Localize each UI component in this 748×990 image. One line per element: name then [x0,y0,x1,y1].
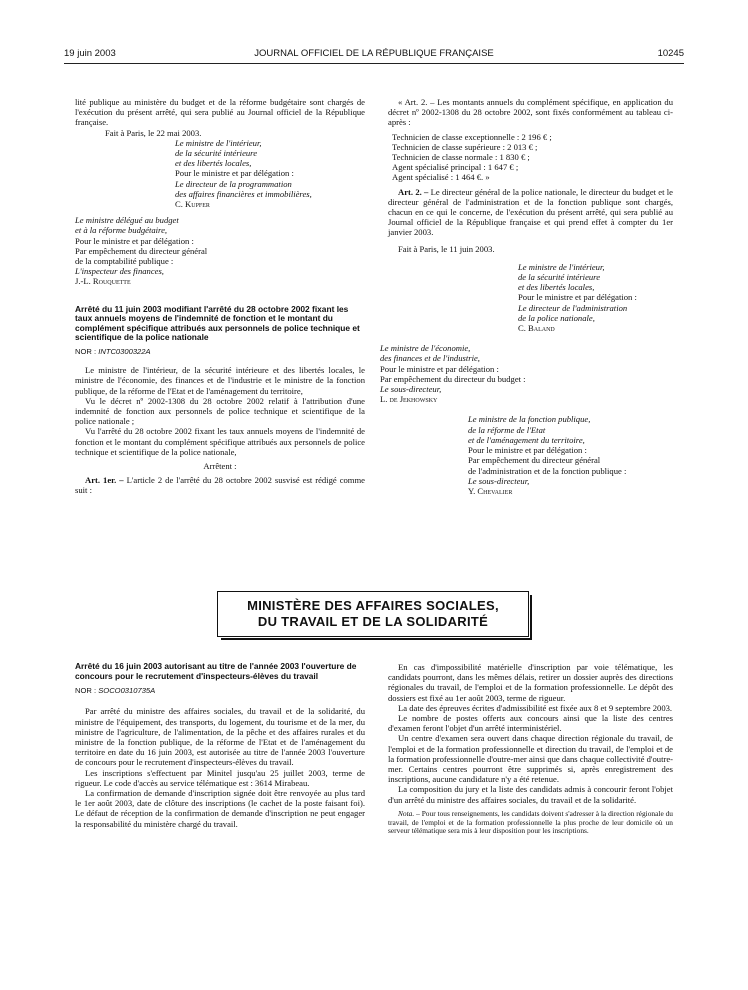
nota-paragraph [388,810,673,836]
signature-line: Le ministre de l'économie, [380,343,471,354]
header-journal-title: JOURNAL OFFICIEL DE LA RÉPUBLIQUE FRANÇAISE [254,48,494,59]
intro-paragraph: lité publique au ministère du budget et de la réforme budgétaire sont chargés de l'exécution du présent arrêté, qui sera publié au Journal officiel de la République française. [75,97,365,128]
signature-line: des affaires financières et immobilières, [175,188,312,199]
signature-line: Le directeur de l'administration [518,302,628,313]
arrete-section [75,305,365,496]
arretent-label: Arrêtent : [203,461,237,472]
arrete-title: Arrêté du 11 juin 2003 modifiant l'arrêté du 28 octobre 2002 fixant les taux annuels moyens de l'indemnité de fonction et le montant du complément spécifique attribués aux personnels de police technique et scientifique de la police nationale [75,303,360,343]
signature-line: de la sécurité intérieure [518,272,601,283]
signature-line: Pour le ministre et par délégation : [175,168,294,179]
article-quote: « Art. 2. – Les montants annuels du complément spécifique, en application du décret nº 2002-1308 du 28 octobre 2002, sont fixés conformément au tableau ci-après : [388,97,673,128]
signature-line: et des libertés locales, [518,282,595,293]
body-paragraph: La confirmation de demande d'inscription signée doit être renvoyée au plus tard le 1er août 2003, date de clôture des inscriptions (le cachet de la poste faisant foi). Le défaut de réception de la confirmation de demande d'inscription ne peut engager la responsabilité du ministère chargé du travail. [75,788,365,829]
signatory-name: Y. Chevalier [468,485,513,496]
signature-block [380,343,560,404]
fait-date: Fait à Paris, le 22 mai 2003. [105,127,202,138]
body-paragraph: Un centre d'examen sera ouvert dans chaque direction régionale du travail, de l'emploi et de la formation professionnelle et direction du travail, de l'emploi et de la formation professionnelle d'outre-mer ainsi que dans chaque collectivité d'outre-mer. Certains centres pourront être supprimés si, après enregistrement des inscriptions, aucune candidature n'y a été retenue. [388,733,673,785]
ministry-heading-line: DU TRAVAIL ET DE LA SOLIDARITÉ [257,614,489,629]
signature-line: Par empêchement du directeur général [75,245,208,256]
signatory-name: J.-L. Rouquette [75,276,131,287]
signatory-name: C. Kupfer [175,199,210,210]
signature-line: de la comptabilité publique : [75,256,174,267]
nor-label: NOR : [75,686,99,696]
list-item: Technicien de classe supérieure : 2 013 € ; [392,141,538,152]
signature-line: Le ministre délégué au budget [75,215,179,226]
signature-block [518,262,673,333]
signature-line: et des libertés locales, [175,158,252,169]
fait-date: Fait à Paris, le 11 juin 2003. [398,243,495,254]
signature-line: Par empêchement du directeur du budget : [380,373,526,384]
body-paragraph: La composition du jury et la liste des candidats admis à concourir feront l'objet d'un arrêté du ministre des affaires sociales, du travail et de la solidarité. [388,784,673,805]
arrete-title: Arrêté du 16 juin 2003 autorisant au titre de l'année 2003 l'ouverture de concours pour le recrutement d'inspecteurs-élèves du travail [75,661,357,681]
nor-code: INTC0300322A [98,347,151,357]
signature-line: de la sécurité intérieure [175,148,258,159]
ministry-heading-box [217,591,529,637]
signatory-name: L. de Jekhowsky [380,394,438,405]
signature-block [175,138,365,209]
signature-line: et à la réforme budgétaire, [75,225,168,236]
body-paragraph: Les inscriptions s'effectuent par Minitel jusqu'au 25 juillet 2003, terme de rigueur. Le code d'accès au service télématique est : 3614 Mirabeau. [75,767,365,788]
nor-reference [75,347,365,357]
signature-line: de l'administration et de la fonction publique : [468,465,627,476]
ministry-heading-line: MINISTÈRE DES AFFAIRES SOCIALES, [247,598,499,613]
header-page-number: 10245 [657,48,684,59]
article-text: L'article 2 de l'arrêté du 28 octobre 2002 susvisé est rédigé comme suit : [75,475,365,496]
signature-block [468,414,673,496]
signature-line: Le ministre de l'intérieur, [518,261,605,272]
body-paragraph: La date des épreuves écrites d'admissibilité est fixée aux 8 et 9 septembre 2003. [398,702,673,713]
signature-line: Le ministre de la fonction publique, [468,414,591,425]
signature-line: Le sous-directeur, [380,384,442,395]
signatory-name: C. Baland [518,323,555,334]
page-header [64,48,684,62]
signature-line: Le sous-directeur, [468,475,530,486]
top-right-column [380,97,673,496]
list-item: Agent spécialisé : 1 464 €. » [392,172,490,183]
article-paragraph [75,475,365,495]
list-item: Agent spécialisé principal : 1 647 € ; [392,162,519,173]
article-paragraph [388,187,673,238]
signature-line: de la réforme de l'Etat [468,424,546,435]
list-item: Technicien de classe normale : 1 830 € ; [392,152,530,163]
nor-code: SOCO0310735A [98,686,156,696]
list-item: Technicien de classe exceptionnelle : 2 196 € ; [392,131,552,142]
nota-label: Nota. [398,808,415,818]
preamble-paragraph: Vu l'arrêté du 28 octobre 2002 fixant les taux annuels moyens de l'indemnité de fonction et le montant du complément spécifique attribués aux personnels de police technique et scientifique de la police nationale, [75,426,365,457]
signature-line: et de l'aménagement du territoire, [468,434,585,445]
article-text: Le directeur général de la police nationale, le directeur du budget et le directeur général de l'administration et de la fonction publique sont chargés, chacun en ce qui le concerne, de l'exécution du présent arrêté, qui sera publié au Journal officiel de la République française et qui prend effet à compter du 1er janvier 2003. [388,186,673,238]
nor-reference [75,686,365,696]
article-label: Art. 2. – [398,186,429,197]
amount-list [388,132,673,183]
header-date: 19 juin 2003 [64,48,116,59]
signature-line: des finances et de l'industrie, [380,353,480,364]
article-label: Art. 1er. – [85,475,124,486]
signature-block [75,215,240,286]
signature-line: Par empêchement du directeur général [468,455,601,466]
top-left-column [75,97,365,496]
body-paragraph: Par arrêté du ministre des affaires sociales, du travail et de la solidarité, du ministre de l'équipement, des transports, du logement, du tourisme et de la mer, du ministre de l'agriculture, de l'alimentation, de la pêche et des affaires rurales et du ministre de la fonction publique, de la réforme de l'Etat et de l'aménagement du territoire en date du 16 juin 2003, est autorisée au titre de l'année 2003 l'ouverture de concours pour le recrutement d'inspecteurs-élèves du travail. [75,706,365,768]
nor-label: NOR : [75,347,99,357]
bottom-left-column [75,662,365,829]
header-rule [64,63,684,64]
signature-line: L'inspecteur des finances, [75,266,164,277]
signature-line: de la police nationale, [518,312,595,323]
bottom-right-column [388,662,673,836]
signature-line: Pour le ministre et par délégation : [518,292,637,303]
preamble-paragraph: Le ministre de l'intérieur, de la sécurité intérieure et des libertés locales, le ministre de l'économie, des finances et de l'industrie et le ministre de la fonction publique, de la réforme de l'Etat et de l'aménagement du territoire, [75,365,365,396]
signature-line: Pour le ministre et par délégation : [468,445,587,456]
signature-line: Le ministre de l'intérieur, [175,137,262,148]
signature-line: Pour le ministre et par délégation : [380,363,499,374]
preamble-paragraph: Vu le décret nº 2002-1308 du 28 octobre 2002 relatif à l'attribution d'une indemnité de fonction aux personnels de police technique et scientifique de la police nationale ; [75,395,365,427]
nota-text: – Pour tous renseignements, les candidats doivent s'adresser à la direction régionale du travail, de l'emploi et de la formation professionnelle la plus proche de leur domicile où un serveur télématique sera mis à leur disposition pour les inscriptions. [388,808,673,836]
body-paragraph: En cas d'impossibilité matérielle d'inscription par voie télématique, les candidats pourront, dans les mêmes délais, retirer un dossier auprès des directions régionales du travail, de l'emploi et de la formation professionnelle. Le dépôt des dossiers est fixé au 1er août 2003, terme de rigueur. [388,662,673,703]
signature-line: Le directeur de la programmation [175,178,292,189]
signature-line: Pour le ministre et par délégation : [75,235,194,246]
body-paragraph: Le nombre de postes offerts aux concours ainsi que la liste des centres d'examen feront l'objet d'un arrêté interministériel. [388,713,673,734]
